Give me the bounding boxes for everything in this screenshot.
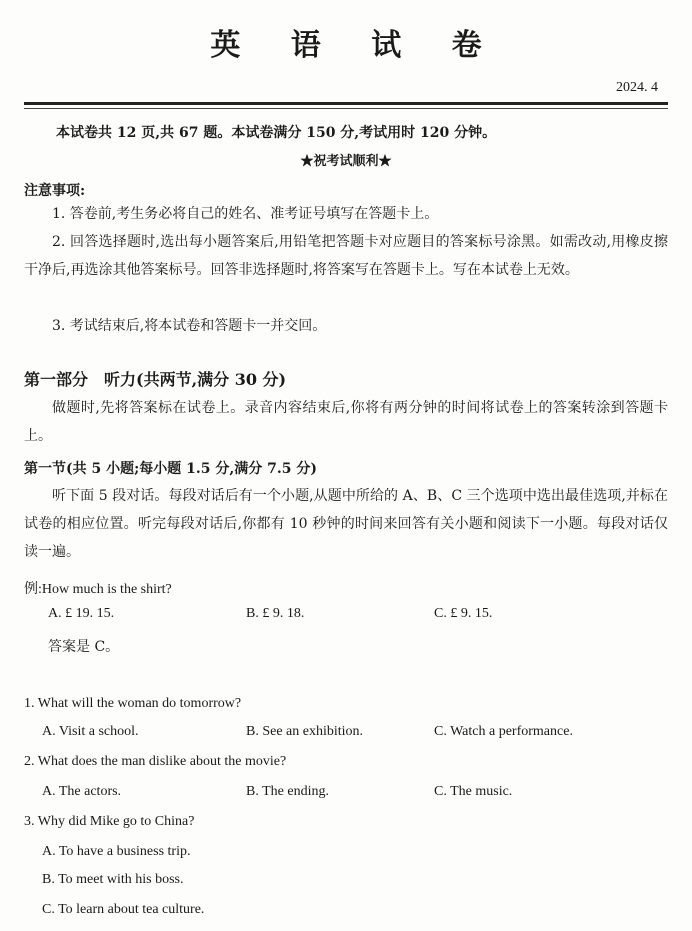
- example-option-a: A. £ 19. 15.: [48, 606, 115, 621]
- header-rule-thin: [24, 108, 668, 109]
- part1-heading: 第一部分 听力(共两节,满分 30 分): [24, 370, 287, 389]
- note-item-3: 3. 考试结束后,将本试卷和答题卡一并交回。: [52, 318, 327, 334]
- question-2-option-b: B. The ending.: [246, 784, 329, 799]
- example-question: 例:How much is the shirt?: [24, 582, 172, 597]
- question-3: 3. Why did Mike go to China?: [24, 814, 195, 829]
- note-item-2: 2. 回答选择题时,选出每小题答案后,用铅笔把答题卡对应题目的答案标号涂黑。如需改动,用橡皮擦干净后,再选涂其他答案标号。回答非选择题时,将答案写在答题卡上。写在本试卷上无效。: [24, 234, 668, 278]
- question-1-option-b: B. See an exhibition.: [246, 724, 364, 739]
- example-option-b: B. £ 9. 18.: [246, 606, 305, 621]
- question-3-option-b: B. To meet with his boss.: [42, 872, 184, 887]
- question-3-option-c: C. To learn about tea culture.: [42, 902, 205, 917]
- example-option-c: C. £ 9. 15.: [434, 606, 493, 621]
- notes-heading: 注意事项:: [24, 183, 86, 199]
- question-2-option-a: A. The actors.: [42, 784, 122, 799]
- question-2: 2. What does the man dislike about the movie?: [24, 754, 287, 769]
- exam-date: 2024. 4: [616, 80, 658, 95]
- section1-instructions: 听下面 5 段对话。每段对话后有一个小题,从题中所给的 A、B、C 三个选项中选出最佳选项,并标在试卷的相应位置。听完每段对话后,你都有 10 秒钟的时间来回答有关小题和阅读下一小题。每段对话仅读一遍。: [24, 488, 668, 560]
- question-3-option-a: A. To have a business trip.: [42, 844, 191, 859]
- header-rule-thick: [24, 102, 668, 105]
- note-item-1: 1. 答卷前,考生务必将自己的姓名、准考证号填写在答题卡上。: [52, 206, 439, 222]
- question-2-option-c: C. The music.: [434, 784, 513, 799]
- page-title: 英 语 试 卷: [210, 28, 502, 63]
- question-1-option-c: C. Watch a performance.: [434, 724, 573, 739]
- section1-heading: 第一节(共 5 小题;每小题 1.5 分,满分 7.5 分): [24, 461, 317, 477]
- question-1: 1. What will the woman do tomorrow?: [24, 696, 242, 711]
- question-1-option-a: A. Visit a school.: [42, 724, 139, 739]
- good-luck-line: ★祝考试顺利★: [300, 154, 392, 169]
- example-answer: 答案是 C。: [48, 639, 120, 655]
- part1-instructions: 做题时,先将答案标在试卷上。录音内容结束后,你将有两分钟的时间将试卷上的答案转涂到答题卡上。: [24, 400, 668, 444]
- exam-info: 本试卷共 12 页,共 67 题。本试卷满分 150 分,考试用时 120 分钟。: [56, 125, 497, 141]
